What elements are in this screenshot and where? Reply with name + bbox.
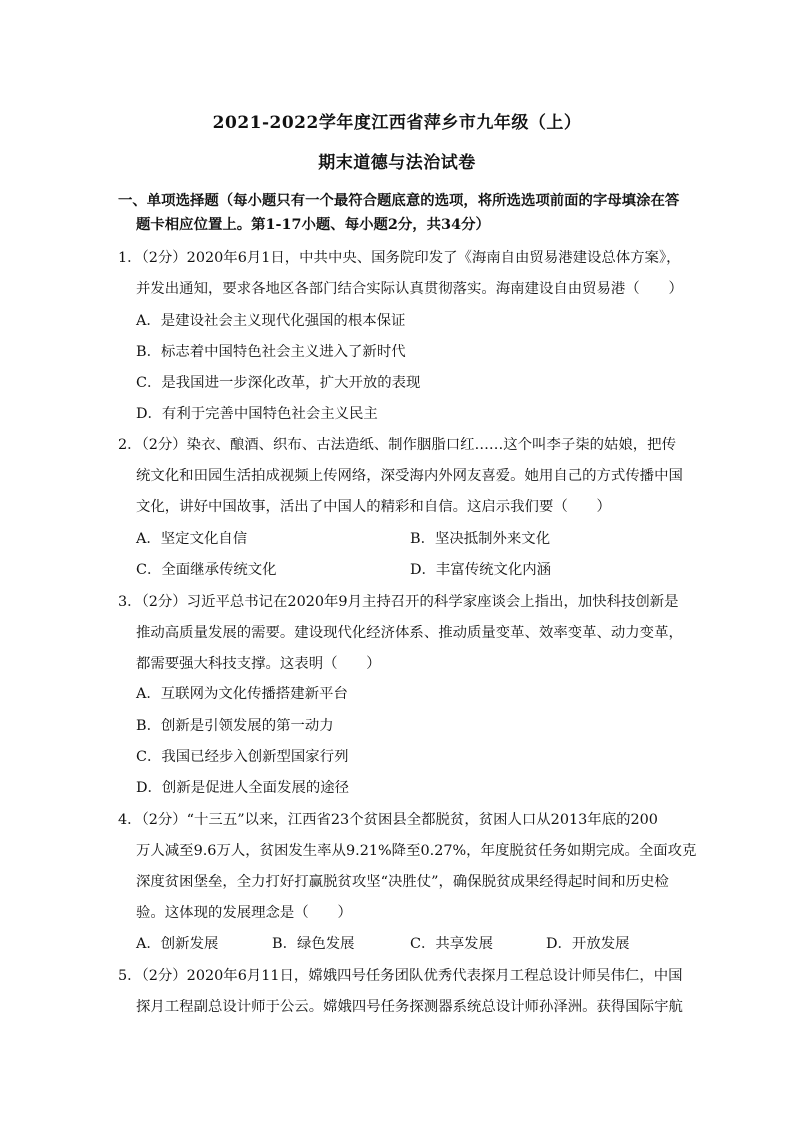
- question-1-option-d: D．有利于完善中国特色社会主义民主: [136, 406, 378, 422]
- question-2-option-b: B．坚决抵制外来文化: [410, 531, 551, 547]
- question-4-option-a: A．创新发展: [136, 936, 219, 952]
- question-2-option-d: D．丰富传统文化内涵: [410, 562, 552, 578]
- question-1-line-2: 并发出通知，要求各地区各部门结合实际认真贯彻落实。海南建设自由贸易港（ ）: [136, 281, 683, 297]
- question-3-line-2: 推动高质量发展的需要。建设现代化经济体系、推动质量变革、效率变革、动力变革，: [136, 625, 683, 641]
- question-4-line-1: 4．（2分）“十三五”以来，江西省23个贫困县全都脱贫，贫困人口从2013年底的200: [118, 812, 658, 828]
- question-4-option-d: D．开放发展: [546, 936, 630, 952]
- question-1-option-a: A．是建设社会主义现代化强国的根本保证: [136, 313, 406, 329]
- question-3-option-c: C．我国已经步入创新型国家行列: [136, 749, 349, 765]
- question-2-line-3: 文化，讲好中国故事，活出了中国人的精彩和自信。这启示我们要（ ）: [136, 499, 611, 515]
- question-4-option-b: B．绿色发展: [272, 936, 355, 952]
- question-1-option-b: B．标志着中国特色社会主义进入了新时代: [136, 344, 406, 360]
- question-5-line-2: 探月工程副总设计师于公云。嫦娥四号任务探测器系统总设计师孙泽洲。获得国际宇航: [136, 999, 683, 1015]
- question-1-option-c: C．是我国进一步深化改革，扩大开放的表现: [136, 375, 421, 391]
- question-3-option-d: D．创新是促进人全面发展的途径: [136, 780, 350, 796]
- question-5-line-1: 5．（2分）2020年6月11日，嫦娥四号任务团队优秀代表探月工程总设计师吴伟仁，中国: [118, 968, 683, 984]
- question-3-line-3: 都需要强大科技支撑。这表明（ ）: [136, 656, 381, 672]
- question-3-line-1: 3．（2分）习近平总书记在2020年9月主持召开的科学家座谈会上指出，加快科技创新是: [118, 594, 679, 610]
- section-heading-line-2: 题卡相应位置上。第1-17小题、每小题2分，共34分）: [136, 216, 490, 233]
- question-2-option-c: C．全面继承传统文化: [136, 562, 277, 578]
- question-2-line-1: 2．（2分）染衣、酿酒、织布、古法造纸、制作胭脂口红……这个叫李子柒的姑娘，把传: [118, 437, 676, 453]
- section-heading-line-1: 一、单项选择题（每小题只有一个最符合题底意的选项，将所选选项前面的字母填涂在答: [118, 192, 680, 209]
- exam-title: 2021-2022学年度江西省萍乡市九年级（上）: [212, 113, 582, 133]
- question-4-line-2: 万人减至9.6万人，贫困发生率从9.21%降至0.27%，年度脱贫任务如期完成。全面攻克: [136, 843, 697, 859]
- question-4-line-4: 验。这体现的发展理念是（ ）: [136, 905, 352, 921]
- question-2-option-a: A．坚定文化自信: [136, 531, 248, 547]
- question-3-option-b: B．创新是引领发展的第一动力: [136, 718, 334, 734]
- question-4-line-3: 深度贫困堡垒，全力打好打赢脱贫攻坚“决胜仗”，确保脱贫成果经得起时间和历史检: [136, 874, 669, 890]
- question-4-option-c: C．共享发展: [410, 936, 493, 952]
- exam-subtitle: 期末道德与法治试卷: [318, 153, 476, 173]
- question-1-line-1: 1．（2分）2020年6月1日，中共中央、国务院印发了《海南自由贸易港建设总体方案》，: [118, 250, 681, 266]
- question-2-line-2: 统文化和田园生活拍成视频上传网络，深受海内外网友喜爱。她用自己的方式传播中国: [136, 468, 683, 484]
- question-3-option-a: A．互联网为文化传播搭建新平台: [136, 686, 348, 702]
